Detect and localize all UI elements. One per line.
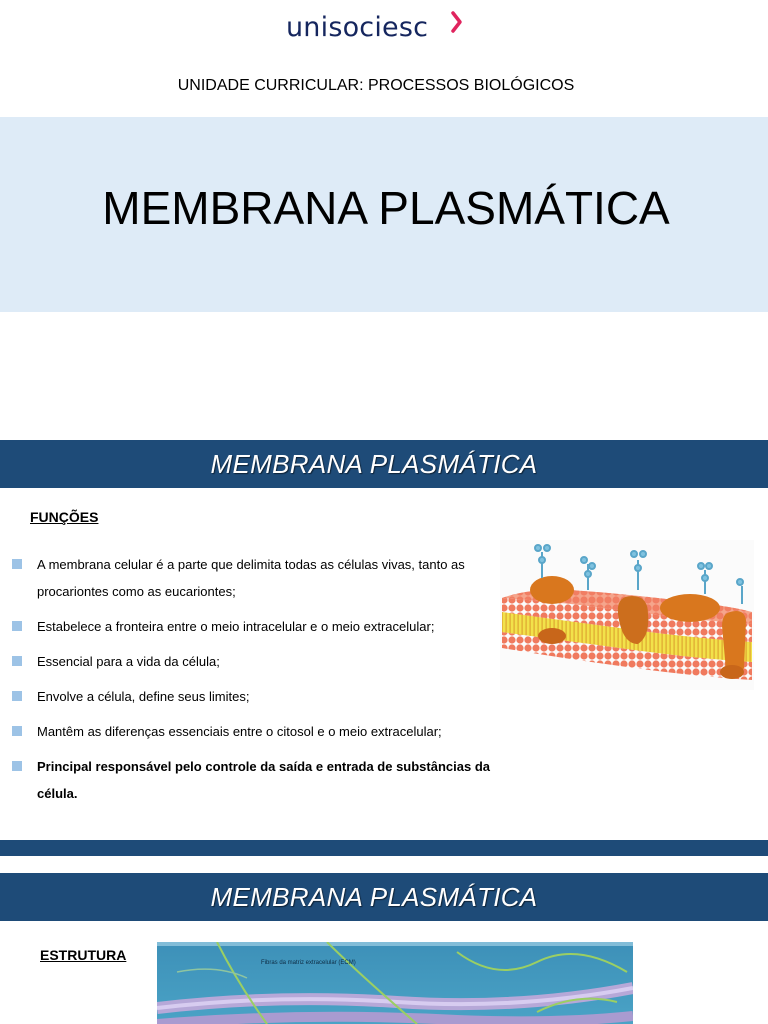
functions-list (12, 551, 502, 815)
ecm-illustration (157, 942, 633, 1024)
membrane-illustration (500, 540, 754, 690)
bullet-square-icon (12, 621, 22, 631)
slide-header-title: MEMBRANA PLASMÁTICA (210, 449, 538, 479)
bullet-square-icon (12, 656, 22, 666)
membrane-bilayer-icon (500, 540, 754, 690)
slide-header-title: MEMBRANA PLASMÁTICA (210, 882, 538, 912)
bullet-square-icon (12, 726, 22, 736)
title-band (0, 117, 768, 312)
logo-text: unisociesc (286, 12, 429, 43)
divider-band (0, 840, 768, 856)
list-item: Principal responsável pelo controle da saída e entrada de substâncias da célula. (12, 753, 502, 807)
ecm-label: Fibras da matriz extracelular (ECM) (261, 960, 356, 966)
slide-header-band (0, 440, 768, 488)
unisociesc-logo (286, 10, 486, 50)
section-label-estrutura: ESTRUTURA (40, 947, 127, 963)
structure-slide (0, 840, 768, 1024)
logo-chevron-icon (450, 10, 464, 36)
bullet-square-icon (12, 691, 22, 701)
list-item: Envolve a célula, define seus limites; (12, 683, 502, 710)
list-item: A membrana celular é a parte que delimita todas as células vivas, tanto as procariontes como as eucariontes; (12, 551, 502, 605)
functions-slide (0, 440, 768, 840)
section-label-funcoes: FUNÇÕES (30, 509, 99, 525)
course-title: UNIDADE CURRICULAR: PROCESSOS BIOLÓGICOS (177, 77, 575, 94)
list-item: Mantêm as diferenças essenciais entre o citosol e o meio extracelular; (12, 718, 502, 745)
ecm-fibers-icon (157, 942, 633, 1024)
bullet-square-icon (12, 559, 22, 569)
title-slide (0, 0, 768, 440)
list-item: Estabelece a fronteira entre o meio intracelular e o meio extracelular; (12, 613, 502, 640)
slide-title: MEMBRANA PLASMÁTICA (102, 182, 670, 234)
list-item: Essencial para a vida da célula; (12, 648, 502, 675)
slide-header-band (0, 873, 768, 921)
bullet-square-icon (12, 761, 22, 771)
